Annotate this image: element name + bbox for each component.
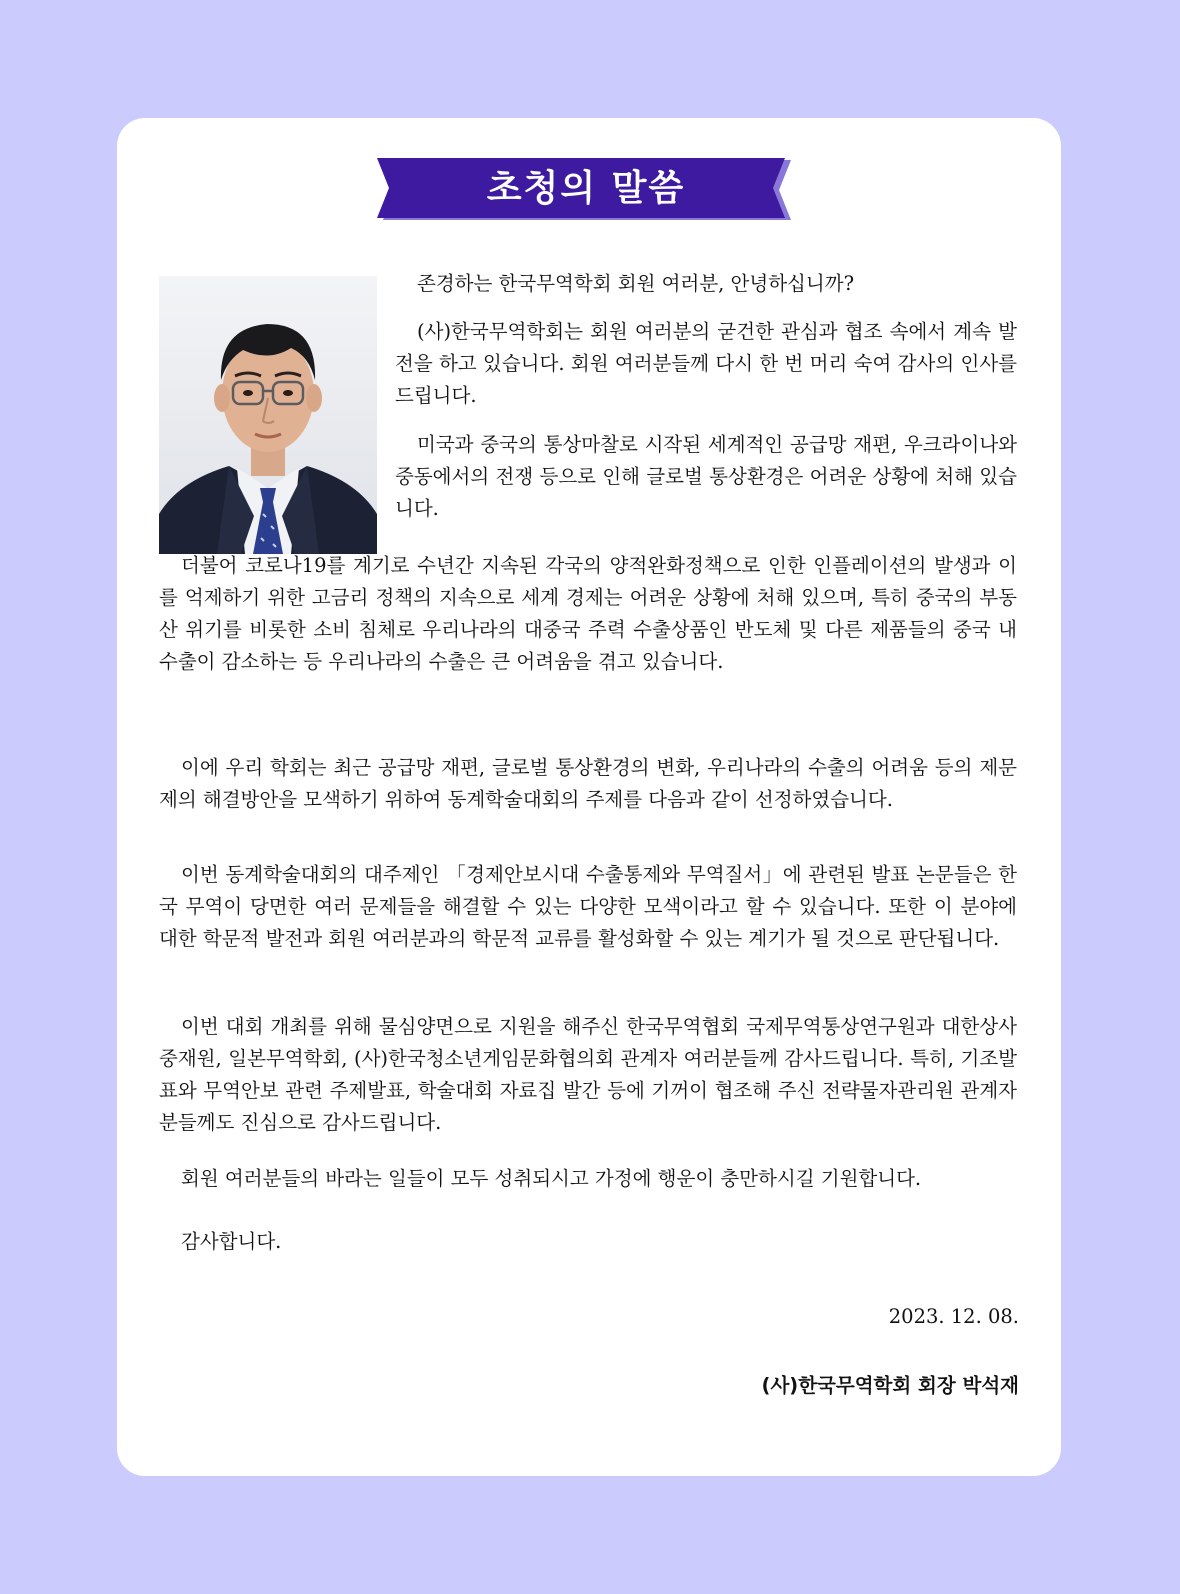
paragraph-4: 이에 우리 학회는 최근 공급망 재편, 글로벌 통상환경의 변화, 우리나라의 수출의 어려움 등의 제문제의 해결방안을 모색하기 위하여 동계학술대회의 주제를 다음과 같이 선정하였습니다. [159,756,1017,811]
title-banner [377,158,795,222]
president-photo [159,276,377,554]
paragraph-5: 이번 동계학술대회의 대주제인 「경제안보시대 수출통제와 무역질서」에 관련된 발표 논문들은 한국 무역이 당면한 여러 문제들을 해결할 수 있는 다양한 모색이라고 할 수 있습니다. 또한 이 분야에 대한 학문적 발전과 회원 여러분과의 학문적 교류를 활성화할 수 있는 계기가 될 것으로 판단됩니다. [159,863,1017,950]
page-title: 초청의 말씀 [486,168,686,209]
paragraph-7: 회원 여러분들의 바라는 일들이 모두 성취되시고 가정에 행운이 충만하시길 기원합니다. [181,1167,922,1190]
paragraph-2: 미국과 중국의 통상마찰로 시작된 세계적인 공급망 재편, 우크라이나와 중동에서의 전쟁 등으로 인해 글로벌 통상환경은 어려운 상황에 처해 있습니다. [395,433,1017,520]
greeting-text: 존경하는 한국무역학회 회원 여러분, 안녕하십니까? [417,272,855,295]
closing-text: 감사합니다. [181,1230,282,1253]
paragraph-6: 이번 대회 개최를 위해 물심양면으로 지원을 해주신 한국무역협회 국제무역통상연구원과 대한상사중재원, 일본무역학회, (사)한국청소년게임문화협의회 관계자 여러분들께 감사드립니다. 특히, 기조발표와 무역안보 관련 주제발표, 학술대회 자료집 발간 등에 기꺼이 협조해 주신 전략물자관리원 관계자분들께도 진심으로 감사드립니다. [159,1015,1017,1134]
paragraph-1: (사)한국무역학회는 회원 여러분의 굳건한 관심과 협조 속에서 계속 발전을 하고 있습니다. 회원 여러분들께 다시 한 번 머리 숙여 감사의 인사를 드립니다. [395,320,1017,407]
signature: (사)한국무역학회 회장 박석재 [761,1374,1019,1397]
letter-date: 2023. 12. 08. [888,1305,1019,1328]
letter-card [117,118,1061,1476]
paragraph-3: 더불어 코로나19를 계기로 수년간 지속된 각국의 양적완화정책으로 인한 인플레이션의 발생과 이를 억제하기 위한 고금리 정책의 지속으로 세계 경제는 어려운 상황에 처해 있으며, 특히 중국의 부동산 위기를 비롯한 소비 침체로 우리나라의 대중국 주력 수출상품인 반도체 및 다른 제품들의 중국 내 수출이 감소하는 등 우리나라의 수출은 큰 어려움을 겪고 있습니다. [159,554,1017,673]
